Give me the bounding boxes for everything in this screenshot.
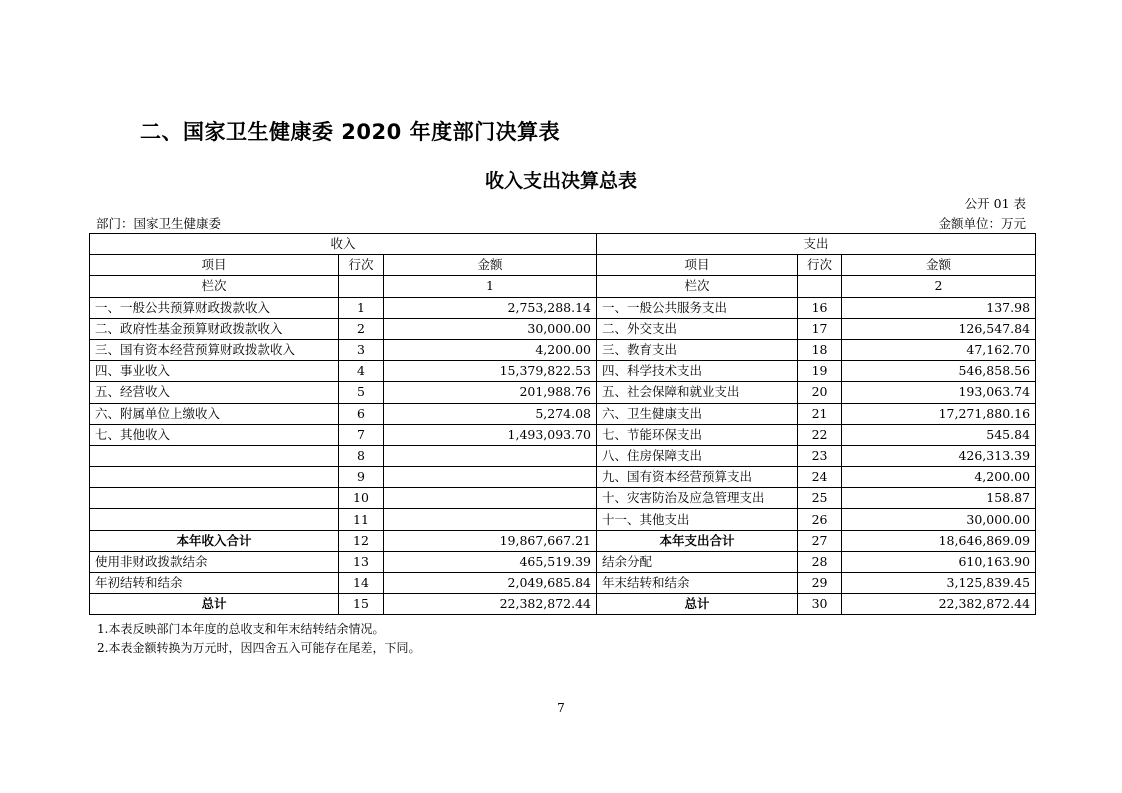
expense-item-cell: 总计 xyxy=(597,594,798,615)
expense-amount-cell: 22,382,872.44 xyxy=(842,594,1036,615)
income-row-no-cell: 4 xyxy=(339,361,384,382)
table-row xyxy=(90,594,1036,615)
expense-item-cell: 本年支出合计 xyxy=(597,530,798,551)
section-title: 二、国家卫生健康委 2020 年度部门决算表 xyxy=(140,120,561,144)
expense-column-label: 栏次 xyxy=(597,276,798,297)
expense-item-cell: 五、社会保障和就业支出 xyxy=(597,382,798,403)
income-amount-cell: 2,753,288.14 xyxy=(384,297,597,318)
expense-item-cell: 四、科学技术支出 xyxy=(597,361,798,382)
form-number: 公开 01 表 xyxy=(964,196,1026,211)
income-amount-cell: 5,274.08 xyxy=(384,403,597,424)
expense-header: 支出 xyxy=(597,234,1036,255)
income-item-cell xyxy=(90,488,339,509)
expense-row-no-cell: 16 xyxy=(798,297,842,318)
expense-amount-cell: 4,200.00 xyxy=(842,467,1036,488)
income-amount-cell: 15,379,822.53 xyxy=(384,361,597,382)
expense-row-no-cell: 20 xyxy=(798,382,842,403)
income-item-cell: 使用非财政拨款结余 xyxy=(90,551,339,572)
income-item-header: 项目 xyxy=(90,255,339,276)
income-expense-table xyxy=(89,233,1036,615)
table-row xyxy=(90,424,1036,445)
expense-item-cell: 一、一般公共服务支出 xyxy=(597,297,798,318)
expense-row-no-cell: 27 xyxy=(798,530,842,551)
expense-column-number: 2 xyxy=(842,276,1036,297)
expense-amount-cell: 47,162.70 xyxy=(842,339,1036,360)
income-amount-cell xyxy=(384,488,597,509)
income-row-no-cell: 15 xyxy=(339,594,384,615)
table-title: 收入支出决算总表 xyxy=(484,170,637,192)
table-row xyxy=(90,530,1036,551)
expense-amount-cell: 193,063.74 xyxy=(842,382,1036,403)
income-item-cell: 总计 xyxy=(90,594,339,615)
expense-row-no-cell: 25 xyxy=(798,488,842,509)
expense-row-no-cell: 26 xyxy=(798,509,842,530)
expense-amount-cell: 30,000.00 xyxy=(842,509,1036,530)
expense-row-no-header: 行次 xyxy=(798,255,842,276)
page-number: 7 xyxy=(557,701,565,715)
table-row xyxy=(90,488,1036,509)
table-row xyxy=(90,403,1036,424)
expense-amount-cell: 546,858.56 xyxy=(842,361,1036,382)
income-column-label: 栏次 xyxy=(90,276,339,297)
expense-amount-cell: 18,646,869.09 xyxy=(842,530,1036,551)
income-row-no-header: 行次 xyxy=(339,255,384,276)
expense-item-cell: 十一、其他支出 xyxy=(597,509,798,530)
income-amount-cell: 2,049,685.84 xyxy=(384,573,597,594)
expense-item-header: 项目 xyxy=(597,255,798,276)
expense-item-cell: 六、卫生健康支出 xyxy=(597,403,798,424)
income-row-no-cell: 12 xyxy=(339,530,384,551)
footnote-2: 2.本表金额转换为万元时，因四舍五入可能存在尾差，下同。 xyxy=(97,641,421,655)
department-label: 部门：国家卫生健康委 xyxy=(96,216,222,231)
income-amount-cell xyxy=(384,467,597,488)
income-item-cell xyxy=(90,445,339,466)
expense-column-blank xyxy=(798,276,842,297)
table-row xyxy=(90,509,1036,530)
expense-row-no-cell: 24 xyxy=(798,467,842,488)
income-row-no-cell: 11 xyxy=(339,509,384,530)
expense-amount-header: 金额 xyxy=(842,255,1036,276)
income-item-cell: 六、附属单位上缴收入 xyxy=(90,403,339,424)
income-row-no-cell: 2 xyxy=(339,318,384,339)
expense-amount-cell: 126,547.84 xyxy=(842,318,1036,339)
expense-item-cell: 二、外交支出 xyxy=(597,318,798,339)
expense-item-cell: 结余分配 xyxy=(597,551,798,572)
expense-amount-cell: 137.98 xyxy=(842,297,1036,318)
table-row xyxy=(90,382,1036,403)
income-row-no-cell: 5 xyxy=(339,382,384,403)
expense-amount-cell: 17,271,880.16 xyxy=(842,403,1036,424)
expense-row-no-cell: 19 xyxy=(798,361,842,382)
income-row-no-cell: 6 xyxy=(339,403,384,424)
income-amount-header: 金额 xyxy=(384,255,597,276)
income-amount-cell: 201,988.76 xyxy=(384,382,597,403)
expense-row-no-cell: 21 xyxy=(798,403,842,424)
expense-item-cell: 十、灾害防治及应急管理支出 xyxy=(597,488,798,509)
table-row xyxy=(90,361,1036,382)
income-row-no-cell: 10 xyxy=(339,488,384,509)
income-amount-cell: 4,200.00 xyxy=(384,339,597,360)
amount-unit-label: 金额单位：万元 xyxy=(938,216,1026,231)
income-item-cell: 二、政府性基金预算财政拨款收入 xyxy=(90,318,339,339)
income-row-no-cell: 3 xyxy=(339,339,384,360)
table-row xyxy=(90,445,1036,466)
expense-row-no-cell: 28 xyxy=(798,551,842,572)
income-row-no-cell: 7 xyxy=(339,424,384,445)
income-header: 收入 xyxy=(90,234,597,255)
expense-row-no-cell: 17 xyxy=(798,318,842,339)
income-item-cell: 七、其他收入 xyxy=(90,424,339,445)
income-amount-cell xyxy=(384,445,597,466)
section-header-row xyxy=(90,234,1036,255)
expense-item-cell: 八、住房保障支出 xyxy=(597,445,798,466)
income-item-cell: 四、事业收入 xyxy=(90,361,339,382)
income-amount-cell: 30,000.00 xyxy=(384,318,597,339)
expense-amount-cell: 610,163.90 xyxy=(842,551,1036,572)
expense-item-cell: 九、国有资本经营预算支出 xyxy=(597,467,798,488)
income-item-cell: 三、国有资本经营预算财政拨款收入 xyxy=(90,339,339,360)
table-row xyxy=(90,339,1036,360)
table-row xyxy=(90,573,1036,594)
income-row-no-cell: 14 xyxy=(339,573,384,594)
expense-row-no-cell: 18 xyxy=(798,339,842,360)
expense-row-no-cell: 22 xyxy=(798,424,842,445)
column-header-row xyxy=(90,255,1036,276)
table-row xyxy=(90,318,1036,339)
expense-amount-cell: 3,125,839.45 xyxy=(842,573,1036,594)
expense-row-no-cell: 23 xyxy=(798,445,842,466)
income-row-no-cell: 1 xyxy=(339,297,384,318)
income-item-cell: 年初结转和结余 xyxy=(90,573,339,594)
income-item-cell: 五、经营收入 xyxy=(90,382,339,403)
expense-amount-cell: 545.84 xyxy=(842,424,1036,445)
income-amount-cell: 465,519.39 xyxy=(384,551,597,572)
income-row-no-cell: 8 xyxy=(339,445,384,466)
expense-row-no-cell: 30 xyxy=(798,594,842,615)
table-row xyxy=(90,551,1036,572)
income-item-cell xyxy=(90,509,339,530)
column-index-row xyxy=(90,276,1036,297)
income-item-cell: 一、一般公共预算财政拨款收入 xyxy=(90,297,339,318)
income-amount-cell xyxy=(384,509,597,530)
income-amount-cell: 22,382,872.44 xyxy=(384,594,597,615)
income-item-cell: 本年收入合计 xyxy=(90,530,339,551)
expense-row-no-cell: 29 xyxy=(798,573,842,594)
income-row-no-cell: 13 xyxy=(339,551,384,572)
expense-item-cell: 七、节能环保支出 xyxy=(597,424,798,445)
income-column-blank xyxy=(339,276,384,297)
table-row xyxy=(90,297,1036,318)
income-row-no-cell: 9 xyxy=(339,467,384,488)
expense-amount-cell: 426,313.39 xyxy=(842,445,1036,466)
table-row xyxy=(90,467,1036,488)
income-item-cell xyxy=(90,467,339,488)
expense-amount-cell: 158.87 xyxy=(842,488,1036,509)
income-amount-cell: 19,867,667.21 xyxy=(384,530,597,551)
footnote-1: 1.本表反映部门本年度的总收支和年末结转结余情况。 xyxy=(97,622,385,636)
expense-item-cell: 年末结转和结余 xyxy=(597,573,798,594)
expense-item-cell: 三、教育支出 xyxy=(597,339,798,360)
income-column-number: 1 xyxy=(384,276,597,297)
income-amount-cell: 1,493,093.70 xyxy=(384,424,597,445)
